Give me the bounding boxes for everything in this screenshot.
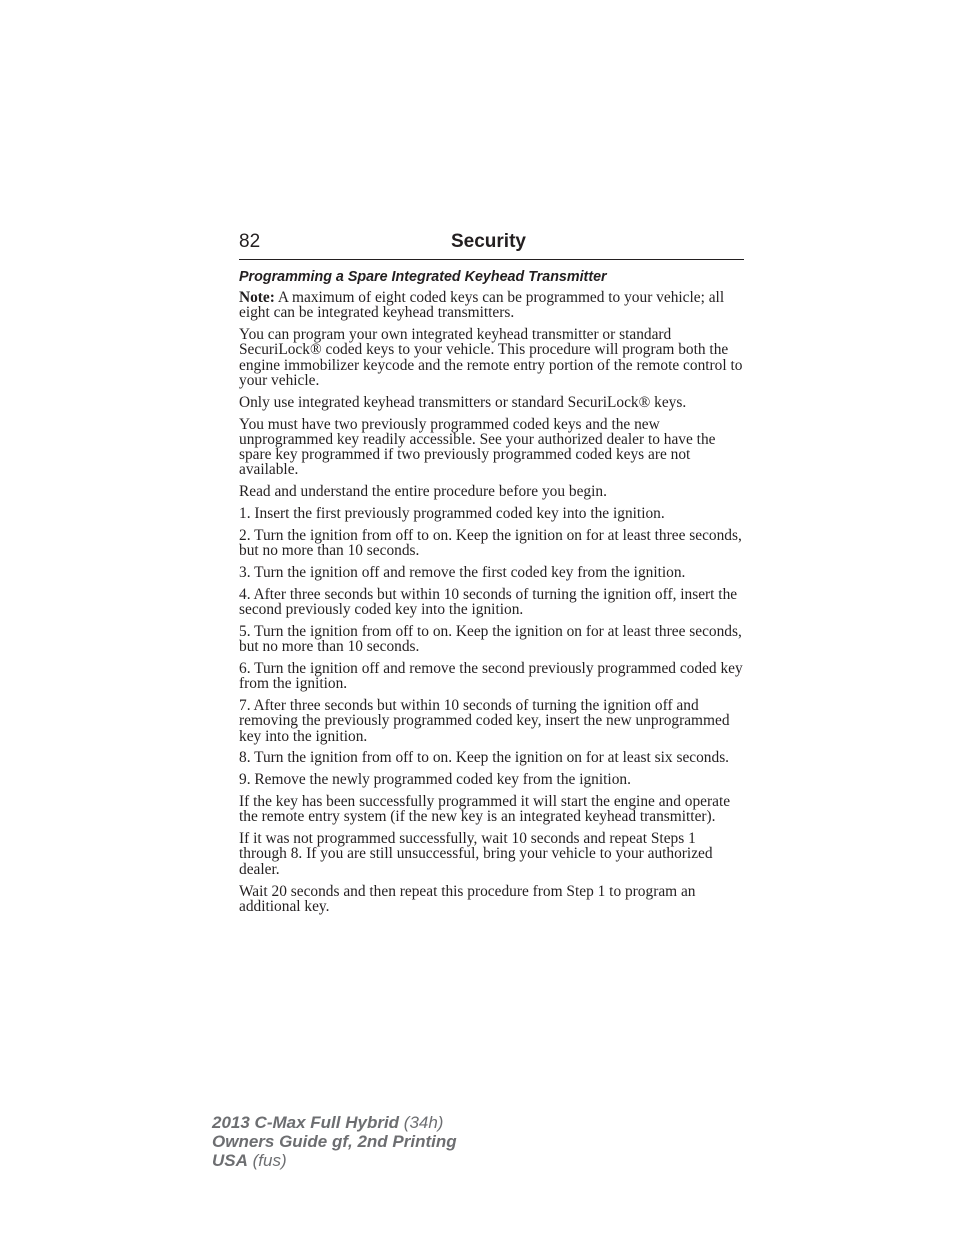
page-footer: [212, 1113, 457, 1170]
step-2: 2. Turn the ignition from off to on. Keep the ignition on for at least three seconds, but no more than 10 seconds.: [239, 526, 742, 560]
success-paragraph: If the key has been successfully programmed it will start the engine and operate the remote entry system (if the new key is an integrated keyhead transmitter).: [239, 793, 731, 826]
page-content: [239, 268, 747, 921]
section-title: Security: [451, 231, 526, 252]
step-8: 8. Turn the ignition from off to on. Keep the ignition on for at least six seconds.: [239, 749, 730, 767]
subheading: Programming a Spare Integrated Keyhead Transmitter: [239, 269, 607, 285]
footer-line-1: [212, 1113, 457, 1132]
step-6: 6. Turn the ignition off and remove the second previously programmed coded key from the ignition.: [239, 659, 743, 693]
footer-guide: Owners Guide gf, 2nd Printing: [212, 1132, 457, 1151]
footer-model-code: (34h): [399, 1113, 444, 1132]
footer-line-2: [212, 1132, 457, 1151]
footer-market-code: (fus): [247, 1151, 287, 1170]
footer-market: USA: [212, 1151, 248, 1170]
additional-key-paragraph: Wait 20 seconds and then repeat this procedure from Step 1 to program an additional key.: [239, 882, 696, 915]
step-1: 1. Insert the first previously programmed coded key into the ignition.: [239, 505, 665, 523]
step-5: 5. Turn the ignition from off to on. Keep the ignition on for at least three seconds, but no more than 10 seconds.: [239, 622, 742, 656]
step-9: 9. Remove the newly programmed coded key from the ignition.: [239, 771, 631, 789]
note-paragraph: [239, 290, 747, 321]
page-header: [239, 228, 744, 260]
intro-paragraph: You can program your own integrated keyhead transmitter or standard SecuriLock® coded keys to your vehicle. This procedure will program both the engine immobilizer keycode and the remote entry portion of the remote control to your vehicle.: [239, 326, 743, 389]
read-first-paragraph: Read and understand the entire procedure before you begin.: [239, 483, 607, 501]
requirements-paragraph: You must have two previously programmed coded keys and the new unprogrammed key readily accessible. See your authorized dealer to have the spare key programmed if two previously programmed coded keys are not available.: [239, 415, 716, 479]
footer-model: 2013 C-Max Full Hybrid: [212, 1113, 400, 1132]
footer-line-3: [212, 1151, 457, 1170]
step-7: 7. After three seconds but within 10 seconds of turning the ignition off and removing the previously programmed coded key, insert the new unprogrammed key into the ignition.: [239, 697, 730, 745]
step-3: 3. Turn the ignition off and remove the first coded key from the ignition.: [239, 563, 686, 581]
usage-paragraph: Only use integrated keyhead transmitters or standard SecuriLock® keys.: [239, 393, 687, 411]
note-text: A maximum of eight coded keys can be programmed to your vehicle; all eight can be integrated keyhead transmitters.: [239, 289, 725, 322]
page-number: 82: [239, 231, 261, 252]
step-4: 4. After three seconds but within 10 seconds of turning the ignition off, insert the second previously coded key into the ignition.: [239, 585, 738, 619]
failure-paragraph: If it was not programmed successfully, wait 10 seconds and repeat Steps 1 through 8. If you are still unsuccessful, bring your vehicle to your authorized dealer.: [239, 830, 713, 878]
note-label: Note:: [239, 289, 275, 306]
